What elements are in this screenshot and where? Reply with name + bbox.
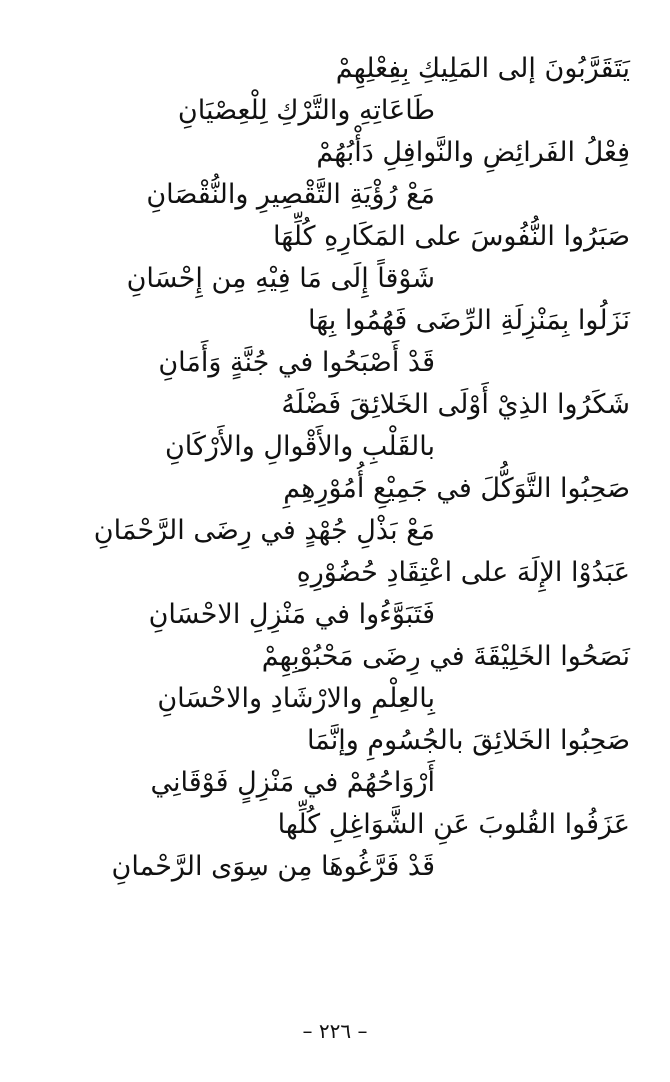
verse-second-hemistich: بِالعِلْمِ والارْشَادِ والاحْسَانِ	[157, 683, 435, 714]
verse	[40, 384, 630, 468]
page-number: – ٢٢٦ –	[302, 1019, 368, 1043]
verse	[40, 300, 630, 384]
verse-first-hemistich: نَزَلُوا بِمَنْزِلَةِ الرِّضَى فَهُمُوا بِهَا	[308, 305, 630, 336]
verse	[40, 468, 630, 552]
verse-first-hemistich: صَحِبُوا التَّوَكُّلَ في جَمِيْعِ أُمُوْرِهِمِ	[283, 473, 630, 504]
verse-second-hemistich: أَرْوَاحُهُمْ في مَنْزِلٍ فَوْقَانِي	[150, 767, 435, 798]
verse-first-hemistich: صَحِبُوا الخَلائِقَ بالجُسُومِ وإنَّمَا	[306, 725, 630, 756]
verse-second-hemistich: قَدْ أَصْبَحُوا في جُنَّةٍ وَأَمَانِ	[158, 347, 435, 378]
verse-first-hemistich: نَصَحُوا الخَلِيْقَةَ في رِضَى مَحْبُوْبِهِمْ	[261, 641, 630, 672]
verse-first-hemistich: صَبَرُوا النُّفُوسَ على المَكَارِهِ كُلِّهَا	[273, 221, 630, 252]
verse-first-hemistich: عَزَفُوا القُلوبَ عَنِ الشَّوَاغِلِ كُلِّها	[277, 809, 630, 840]
poem	[40, 48, 630, 888]
verse-second-hemistich: مَعْ رُؤْيَةِ التَّقْصِيرِ والنُّقْصَانِ	[146, 179, 435, 210]
verse-second-hemistich: قَدْ فَرَّغُوهَا مِن سِوَى الرَّحْمانِ	[111, 851, 435, 882]
verse-first-hemistich: عَبَدُوْا الإِلَهَ على اعْتِقَادِ حُضُوْرِهِ	[296, 557, 630, 588]
verse-second-hemistich: طَاعَاتِهِ والتَّرْكِ لِلْعِصْيَانِ	[177, 95, 435, 126]
verse	[40, 720, 630, 804]
verse-second-hemistich: بالقَلْبِ والأَقْوالِ والأَرْكَانِ	[164, 431, 435, 462]
verse-second-hemistich: مَعْ بَذْلِ جُهْدٍ في رِضَى الرَّحْمَانِ	[93, 515, 435, 546]
verse-first-hemistich: يَتَقَرَّبُونَ إلى المَلِيكِ بِفِعْلِهِمْ	[335, 53, 630, 84]
verse-first-hemistich: شَكَرُوا الذِيْ أَوْلَى الخَلائِقَ فَضْلَهُ	[281, 389, 630, 420]
verse-second-hemistich: فَتَبَوَّءُوا في مَنْزِلِ الاحْسَانِ	[148, 599, 435, 630]
verse	[40, 132, 630, 216]
verse	[40, 216, 630, 300]
verse-first-hemistich: فِعْلُ الفَرائِضِ والنَّوافِلِ دَأْبُهُمْ	[316, 137, 630, 168]
verse	[40, 48, 630, 132]
verse-second-hemistich: شَوْقاً إِلَى مَا فِيْهِ مِن إِحْسَانِ	[126, 263, 435, 294]
verse	[40, 804, 630, 888]
verse	[40, 636, 630, 720]
verse	[40, 552, 630, 636]
